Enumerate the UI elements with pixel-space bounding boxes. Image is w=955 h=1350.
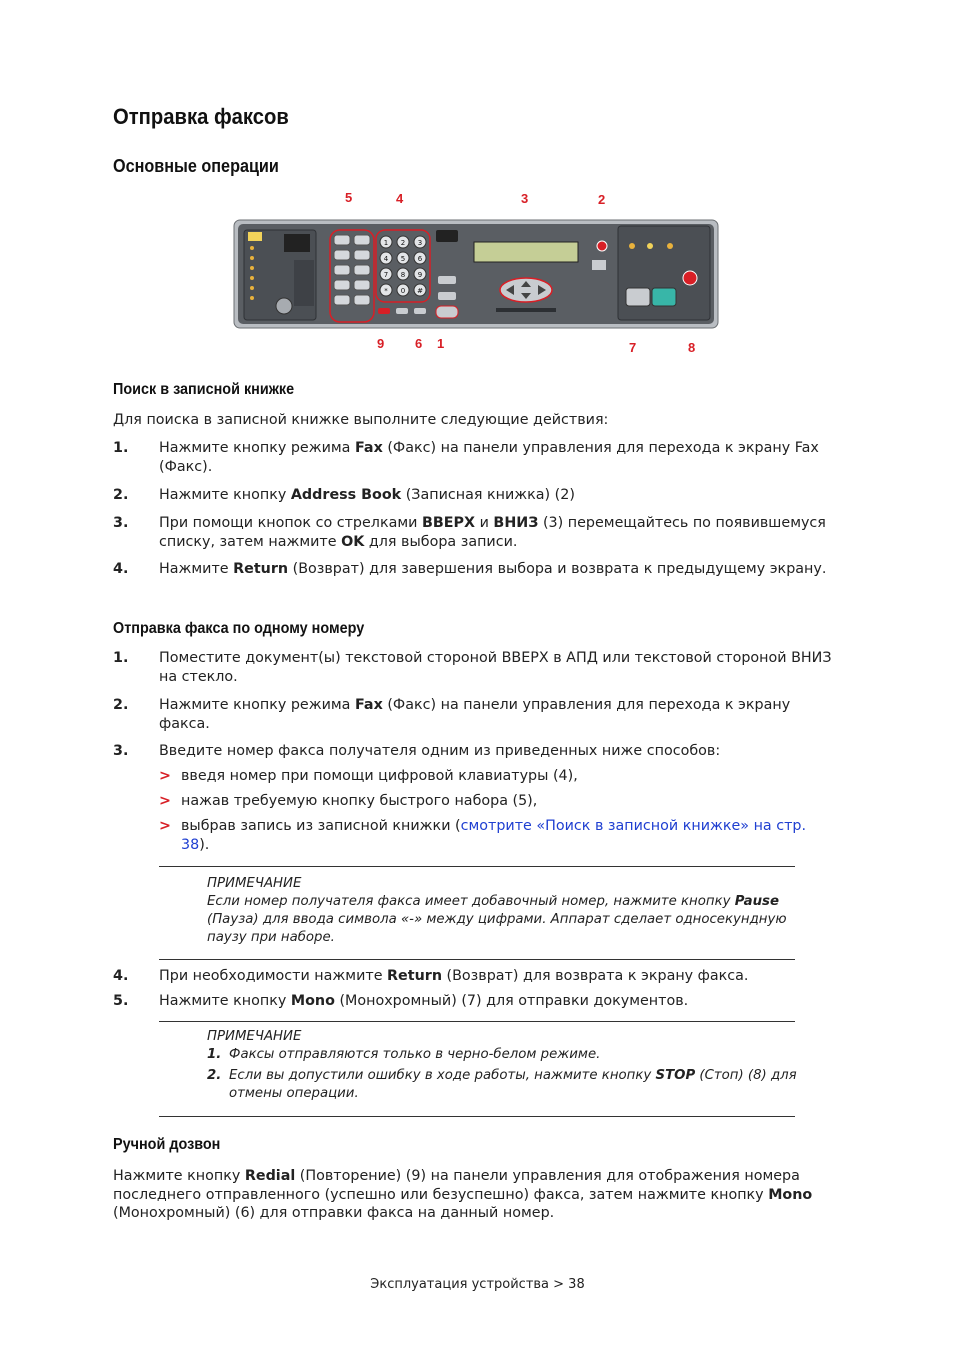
callout-9: 9 xyxy=(377,336,385,351)
svg-text:1: 1 xyxy=(383,239,389,247)
svg-text:2: 2 xyxy=(400,239,406,247)
callout-8: 8 xyxy=(688,340,696,355)
page-footer: Эксплуатация устройства > 38 xyxy=(370,1277,585,1292)
svg-text:3: 3 xyxy=(417,239,423,247)
note-divider xyxy=(159,866,795,867)
note-item: 1. Факсы отправляются только в черно-белом режиме. xyxy=(207,1047,601,1062)
page: Отправка факсов Основные операции 1 2 3 4 5 6 7 8 9 * 0 # 5 4 3 2 9 6 1 7 8 Поиск в записной книжке Для поиска в записной книжке выполните следующие действия: 1. Нажмите кнопку режима Fax (Факс) на панели управления для перехода к экрану Fax (Факс). 2. Нажмите кнопку Address Book (Записная книжка) (2) 3. При помощи кнопок со стрелками ВВЕРХ и ВНИЗ (3) перемещайтесь по появившемуся списку, затем нажмите OK для выбора записи. 4. Нажмите Return (Возврат) для завершения выбора и возврата к предыдущему экрану. Отправка факса по одному номеру 1. Поместите документ(ы) текстовой стороной ВВЕРХ в АПД или текстовой стороной ВНИЗ на стекло. 2. Нажмите кнопку режима Fax (Факс) на панели управления для перехода к экрану факса. 3. Введите номер факса получателя одним из приведенных ниже способов: > введя номер при помощи цифровой клавиатуры (4), > нажав требуемую кнопку быстрого набора (5), > выбрав запись из записной книжки (смотрите «Поиск в записной книжке» на стр. 38). ПРИМЕЧАНИЕ Если номер получателя факса имеет добавочный номер, нажмите кнопку Pause (Пауза) для ввода символа «-» между цифрами. Аппарат сделает односекундную паузу при наборе. 4. При необходимости нажмите Return (Возврат) для возврата к экрану факса. 5. Нажмите кнопку Mono (Монохромный) (7) для отправки документов. ПРИМЕЧАНИЕ 1. Факсы отправляются только в черно-белом режиме. 2. Если вы допустили ошибку в ходе работы, нажмите кнопку STOP (Стоп) (8) для отмены операции. Ручной дозвон Нажмите кнопку Redial (Повторение) (9) на панели управления для отображения номера последнего отправленного (успешно или безуспешно) факса, затем нажмите кнопку Mono (Монохромный) (6) для отправки факса на данный номер. Эксплуатация устройства > 38 xyxy=(0,0,955,1350)
address-book-intro: Для поиска в записной книжке выполните следующие действия: xyxy=(113,412,609,428)
bullet-arrow-icon: > xyxy=(159,793,171,809)
svg-text:4: 4 xyxy=(383,255,389,263)
svg-text:9: 9 xyxy=(417,271,423,279)
note-pause: ПРИМЕЧАНИЕ Если номер получателя факса имеет добавочный номер, нажмите кнопку Pause (Пауза) для ввода символа «-» между цифрами. Аппарат сделает односекундную паузу при наборе. xyxy=(207,875,797,947)
svg-text:#: # xyxy=(417,287,423,295)
control-panel-drawing xyxy=(230,186,720,356)
note-divider xyxy=(159,1021,795,1022)
redial-paragraph: Нажмите кнопку Redial (Повторение) (9) на панели управления для отображения номера последнего отправленного (успешно или безуспешно) факса, затем нажмите кнопку Mono (Монохромный) (6) для отправки факса на данный номер. xyxy=(113,1168,813,1221)
callout-5: 5 xyxy=(345,190,353,205)
bullet-arrow-icon: > xyxy=(159,818,171,834)
note-divider xyxy=(159,959,795,960)
heading-single-number: Отправка факса по одному номеру xyxy=(113,620,365,637)
callout-4: 4 xyxy=(396,191,404,206)
heading-redial: Ручной дозвон xyxy=(113,1136,221,1153)
page-title: Отправка факсов xyxy=(113,104,289,129)
callout-1: 1 xyxy=(437,336,445,351)
cross-reference-link[interactable]: смотрите «Поиск в записной книжке» на стр. 38 xyxy=(181,818,807,853)
note-mono xyxy=(207,1028,797,1103)
svg-text:0: 0 xyxy=(400,287,406,295)
bullet-arrow-icon: > xyxy=(159,768,171,784)
heading-address-book: Поиск в записной книжке xyxy=(113,381,295,398)
callout-3: 3 xyxy=(521,191,529,206)
note-title: ПРИМЕЧАНИЕ xyxy=(207,876,302,891)
callout-6: 6 xyxy=(415,336,423,351)
svg-text:5: 5 xyxy=(400,255,406,263)
svg-text:8: 8 xyxy=(400,271,406,279)
control-panel-illustration xyxy=(230,186,720,356)
svg-text:*: * xyxy=(384,287,388,295)
note-title: ПРИМЕЧАНИЕ xyxy=(207,1029,302,1044)
callout-2: 2 xyxy=(598,192,606,207)
section-title: Основные операции xyxy=(113,156,279,176)
note-item: 2. Если вы допустили ошибку в ходе работы, нажмите кнопку STOP (Стоп) (8) для отмены операции. xyxy=(207,1068,797,1101)
callout-7: 7 xyxy=(629,340,637,355)
svg-text:7: 7 xyxy=(383,271,389,279)
svg-text:6: 6 xyxy=(417,255,423,263)
note-divider xyxy=(159,1116,795,1117)
